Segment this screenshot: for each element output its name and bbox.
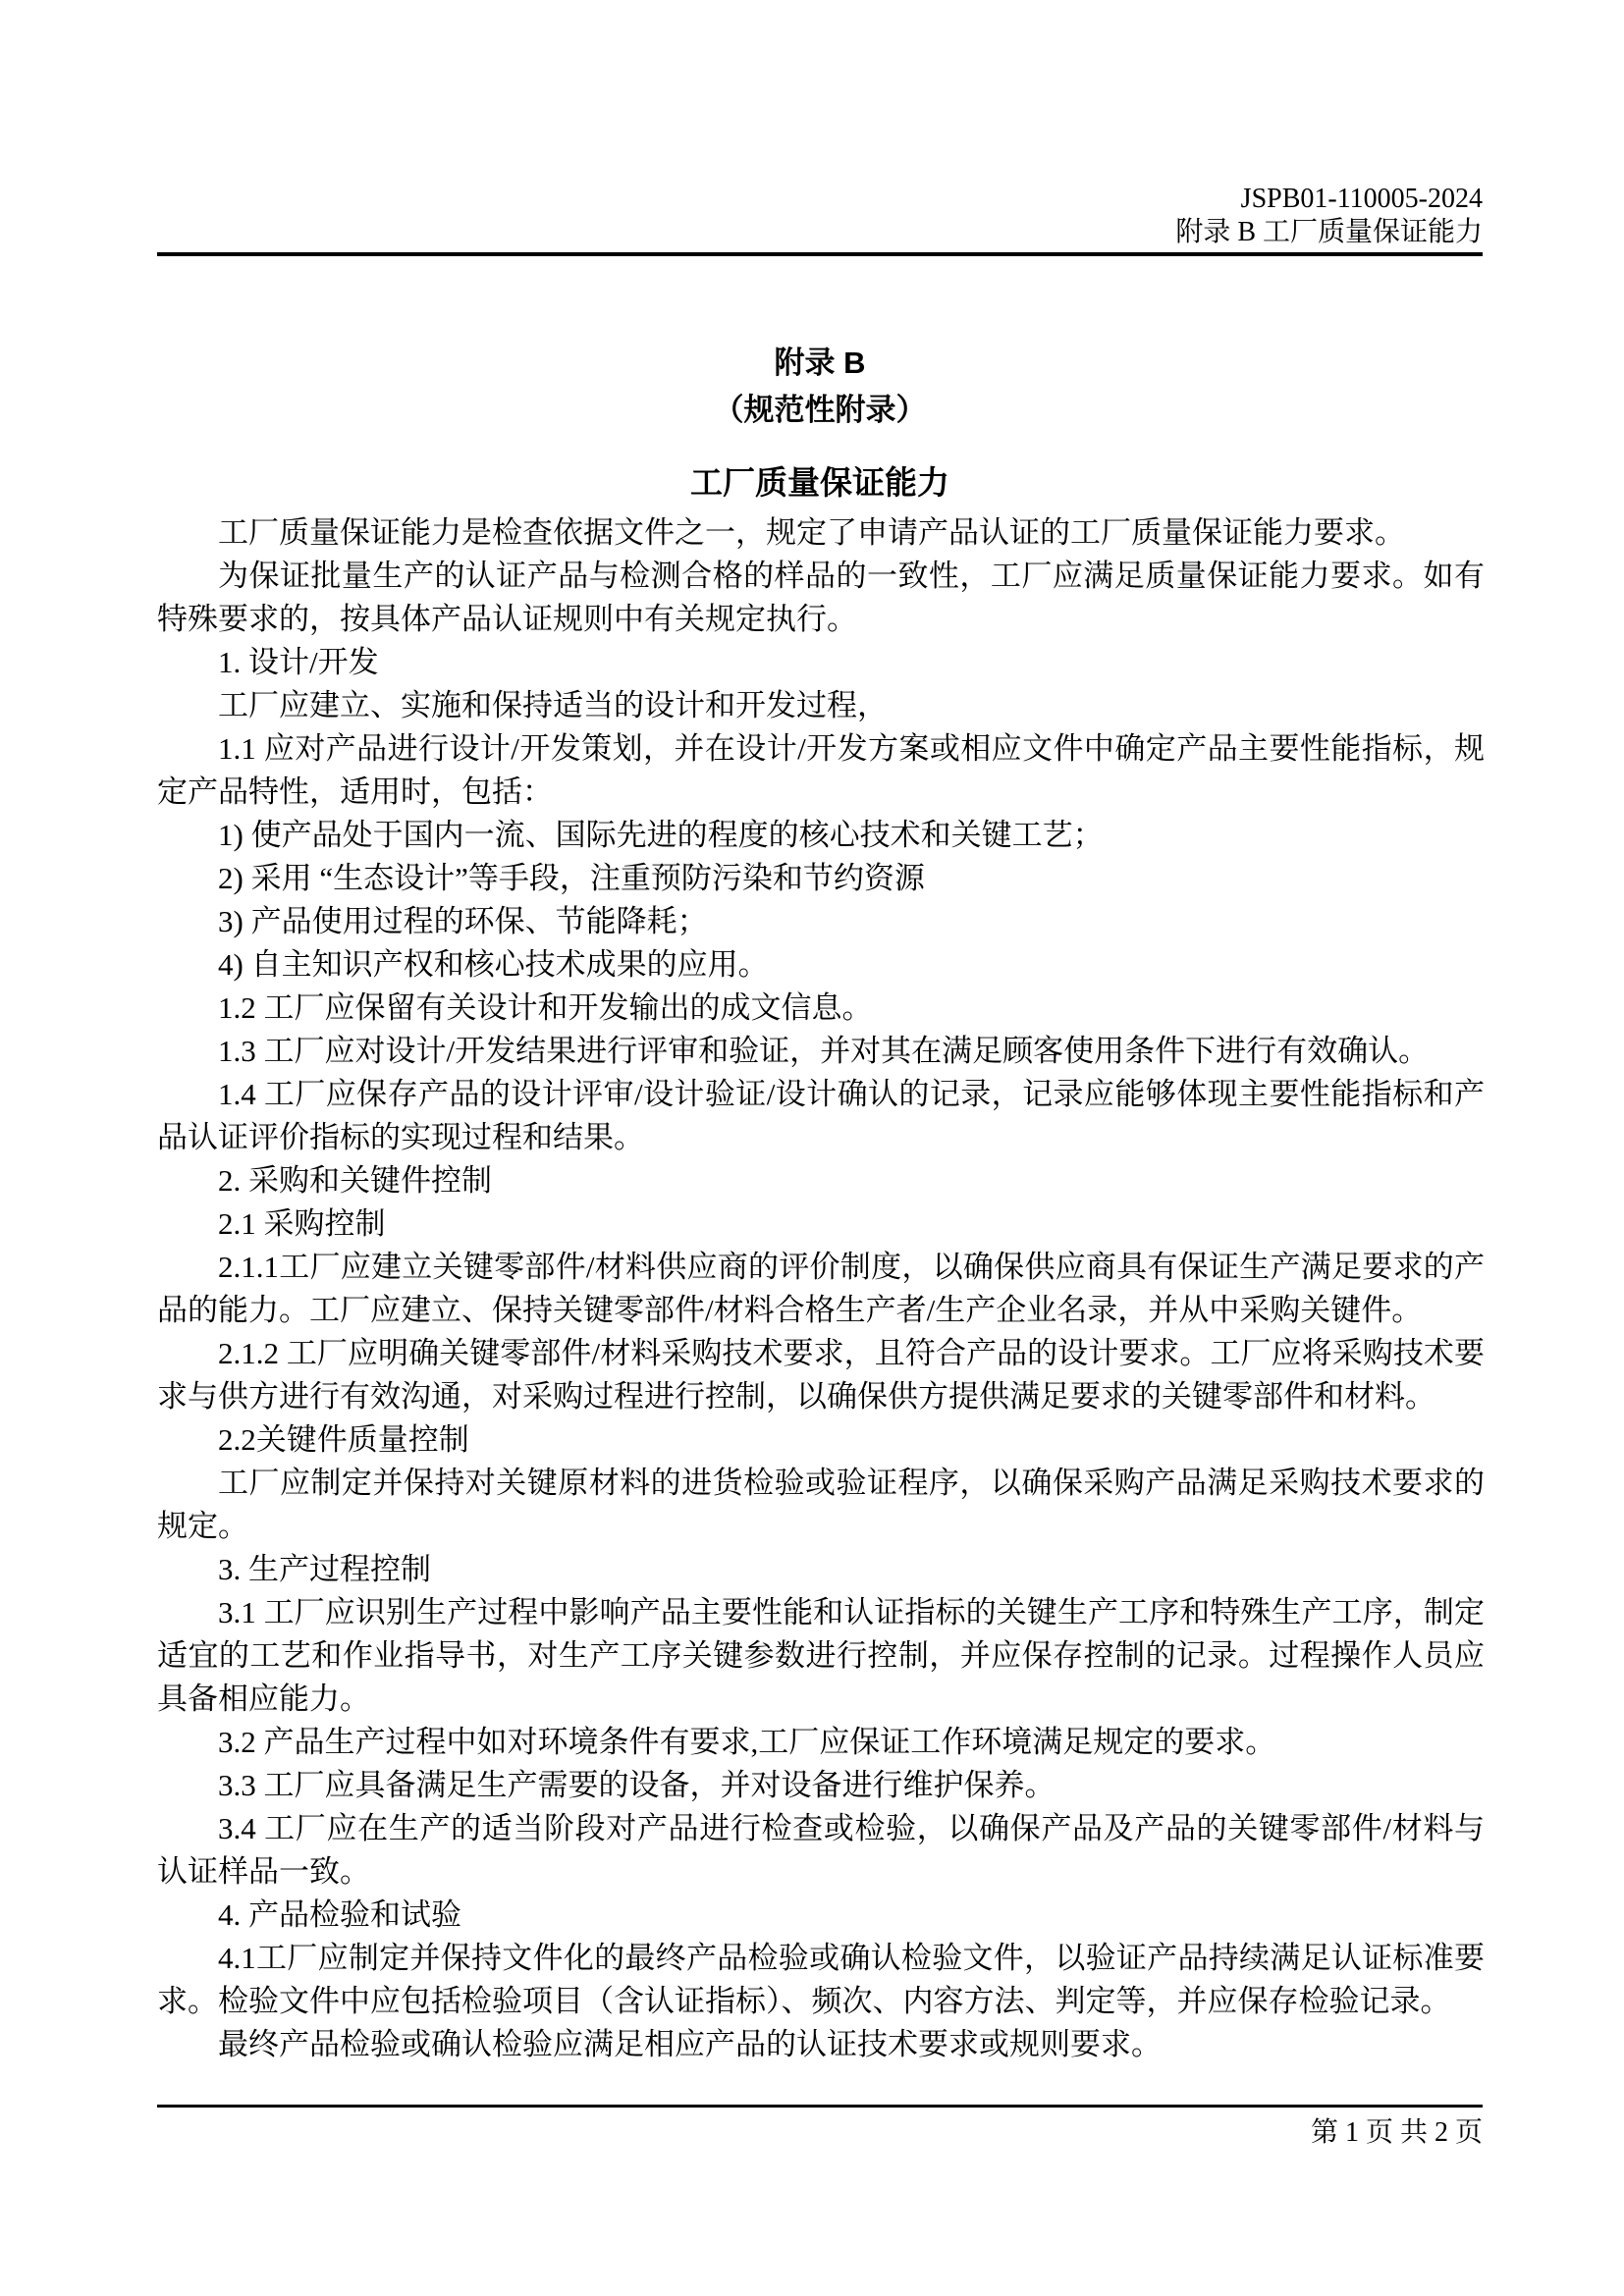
paragraph: 3.3 工厂应具备满足生产需要的设备，并对设备进行维护保养。 [218, 1768, 1056, 1802]
appendix-label: 附录 B [774, 346, 866, 380]
page-title: 工厂质量保证能力 [690, 464, 949, 501]
page-number: 第 1 页 共 2 页 [1310, 2117, 1483, 2148]
paragraph: 1. 设计/开发 [218, 645, 379, 679]
doc-appendix-title: 附录 B 工厂质量保证能力 [1175, 217, 1483, 247]
paragraph: 最终产品检验或确认检验应满足相应产品的认证技术要求或规则要求。 [218, 2027, 1162, 2061]
body-paragraphs [157, 511, 1485, 2066]
paragraph: 2. 采购和关键件控制 [218, 1163, 492, 1198]
paragraph: 2.1.2 工厂应明确关键零部件/材料采购技术要求，且符合产品的设计要求。工厂应将采购技术要求与供方进行有效沟通，对采购过程进行控制，以确保供方提供满足要求的关键零部件和材料。 [157, 1336, 1485, 1414]
page-header [157, 183, 1483, 249]
paragraph: 3.4 工厂应在生产的适当阶段对产品进行检查或检验，以确保产品及产品的关键零部件/材料与认证样品一致。 [157, 1811, 1485, 1889]
footer-rule [157, 2105, 1483, 2108]
paragraph: 1) 使产品处于国内一流、国际先进的程度的核心技术和关键工艺； [218, 818, 1104, 852]
paragraph: 1.4 工厂应保存产品的设计评审/设计验证/设计确认的记录，记录应能够体现主要性能指标和产品认证评价指标的实现过程和结果。 [157, 1077, 1485, 1154]
paragraph: 3.1 工厂应识别生产过程中影响产品主要性能和认证指标的关键生产工序和特殊生产工序，制定适宜的工艺和作业指导书，对生产工序关键参数进行控制，并应保存控制的记录。过程操作人员应具备相应能力。 [157, 1595, 1485, 1716]
paragraph: 3) 产品使用过程的环保、节能降耗； [218, 904, 708, 938]
appendix-type: （规范性附录） [713, 393, 927, 427]
header-rule [157, 252, 1483, 256]
paragraph: 2.1 采购控制 [218, 1206, 386, 1241]
paragraph: 2.1.1工厂应建立关键零部件/材料供应商的评价制度，以确保供应商具有保证生产满足要求的产品的能力。工厂应建立、保持关键零部件/材料合格生产者/生产企业名录，并从中采购关键件。 [157, 1250, 1485, 1327]
paragraph: 3. 生产过程控制 [218, 1552, 431, 1586]
paragraph: 4. 产品检验和试验 [218, 1897, 461, 1932]
paragraph: 为保证批量生产的认证产品与检测合格的样品的一致性，工厂应满足质量保证能力要求。如有特殊要求的，按具体产品认证规则中有关规定执行。 [157, 559, 1485, 636]
paragraph: 3.2 产品生产过程中如对环境条件有要求,工厂应保证工作环境满足规定的要求。 [218, 1725, 1276, 1759]
paragraph: 2.2关键件质量控制 [218, 1422, 469, 1457]
paragraph: 1.1 应对产品进行设计/开发策划，并在设计/开发方案或相应文件中确定产品主要性能指标，规定产品特性，适用时，包括： [157, 731, 1485, 809]
paragraph: 1.2 工厂应保留有关设计和开发输出的成文信息。 [218, 990, 873, 1025]
paragraph: 4.1工厂应制定并保持文件化的最终产品检验或确认检验文件，以验证产品持续满足认证标准要求。检验文件中应包括检验项目（含认证指标）、频次、内容方法、判定等，并应保存检验记录。 [157, 1941, 1485, 2018]
paragraph: 工厂应制定并保持对关键原材料的进货检验或验证程序，以确保采购产品满足采购技术要求的规定。 [157, 1466, 1485, 1543]
paragraph: 1.3 工厂应对设计/开发结果进行评审和验证，并对其在满足顾客使用条件下进行有效确认。 [218, 1034, 1430, 1068]
paragraph: 工厂质量保证能力是检查依据文件之一，规定了申请产品认证的工厂质量保证能力要求。 [218, 515, 1405, 550]
paragraph: 2) 采用 “生态设计”等手段，注重预防污染和节约资源 [218, 861, 925, 895]
paragraph: 4) 自主知识产权和核心技术成果的应用。 [218, 947, 769, 982]
title-block [157, 346, 1483, 503]
paragraph: 工厂应建立、实施和保持适当的设计和开发过程， [218, 688, 888, 722]
doc-number: JSPB01-110005-2024 [1240, 184, 1483, 214]
